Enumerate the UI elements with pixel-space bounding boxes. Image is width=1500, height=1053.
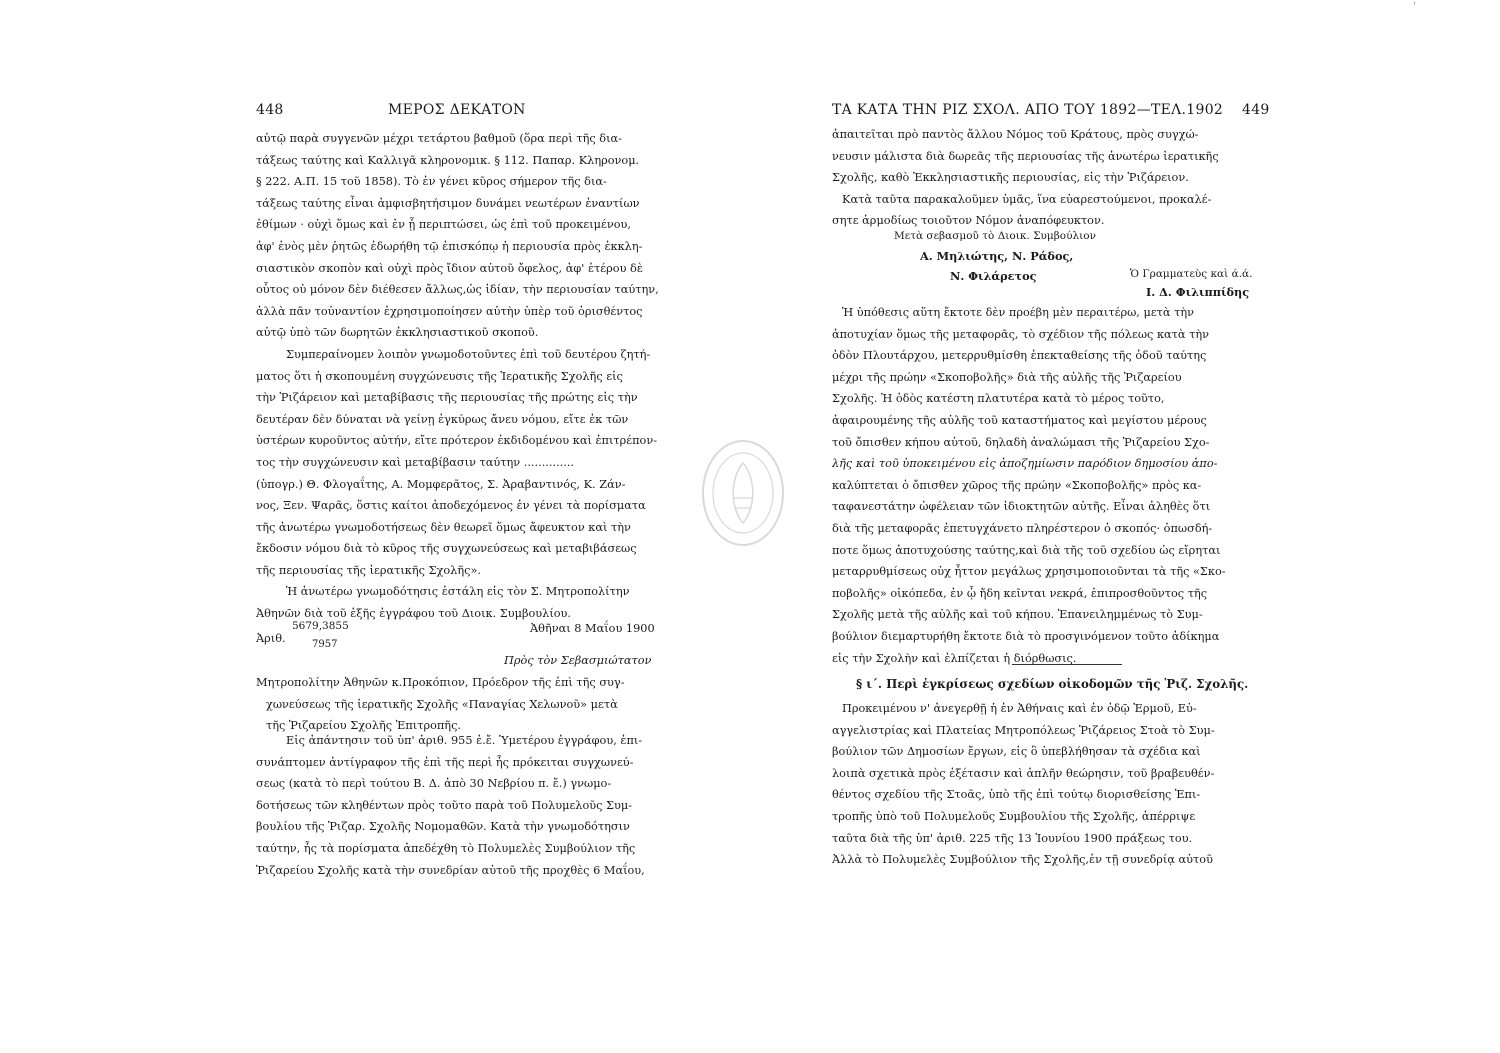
addressee [256,672,688,737]
text-line: μεταρρυθμίσεως οὐχ ἧττον μεγάλως χρησιμοποιοῦνται τὰ τῆς «Σκο- [832,565,1226,579]
text-line: Συμπεραίνομεν λοιπὸν γνωμοδοτοῦντες ἐπὶ τοῦ δευτέρου ζητή- [286,347,651,361]
text-line: ταύτην, ἧς τὰ πορίσματα ἀπεδέχθη τὸ Πολυμελὲς Συμβούλιον τῆς [256,841,636,855]
section-heading: § ι΄. Περὶ ἐγκρίσεως σχεδίων οἰκοδομῶν τῆς Ῥιζ. Σχολῆς. [856,677,1249,691]
text-line: ἔκδοσιν νόμου διὰ τὸ κῦρος τῆς συγχωνεύσεως καὶ μεταβιβάσεως [256,542,637,556]
library-seal-icon [700,438,786,548]
salutation: Πρὸς τὸν Σεβασμιώτατον [504,654,652,667]
text-line: αγγελιστρίας καὶ Πλατείας Μητροπόλεως Ῥιζάρειος Στοὰ τὸ Συμ- [832,723,1215,737]
text-line: τροπῆς ὑπὸ τοῦ Πολυμελοῦς Συμβουλίου τῆς Σχολῆς, ἀπέρριψε [832,809,1196,823]
signoff: Μετὰ σεβασμοῦ τὸ Διοικ. Συμβούλιον [894,230,1096,242]
text-line: βούλιον διεμαρτυρήθη ἔκτοτε διὰ τὸ προσγινόμενον τοῦτο ἀδίκημα [832,629,1220,643]
text-line: δοτήσεως τῶν κληθέντων πρὸς τοῦτο παρὰ τοῦ Πολυμελοῦς Συμ- [256,798,633,812]
text-line: θέντος σχεδίου τῆς Στοᾶς, ὑπὸ τῆς ἐπὶ τούτῳ διορισθείσης Ἐπι- [832,788,1201,802]
text-line: τῆς ἀνωτέρω γνωμοδοτήσεως δὲν θεωρεῖ ὅμως ἄφευκτον καὶ τὴν [256,520,631,534]
text-line: συνάπτομεν ἀντίγραφον τῆς ἐπὶ τῆς περὶ ἧς πρόκειται συγχωνεύ- [256,755,634,769]
text-line: ἀφαιρουμένης τῆς αὐλῆς τοῦ καταστήματος καὶ μεγίστου μέρους [832,413,1207,427]
text-line: τάξεως ταύτης καὶ Καλλιγᾶ κληρονομικ. § 112. Παπαρ. Κληρονομ. [256,153,640,167]
text-line: βουλίου τῆς Ῥιζαρ. Σχολῆς Νομομαθῶν. Κατὰ τὴν γνωμοδότησιν [256,820,630,834]
left-page-number: 448 [256,102,284,118]
text-line: ἀφ' ἑνὸς μὲν ῥητῶς ἐδωρήθη τῷ ἐπισκόπῳ ἡ περιουσία πρὸς ἐκκλη- [256,239,643,253]
text-line: τοῦ ὄπισθεν κήπου αὐτοῦ, δηλαδὴ ἀναλώμασι τῆς Ῥιζαρείου Σχο- [832,435,1210,449]
text-line: ταφανεστάτην ὠφέλειαν τῶν ἰδιοκτητῶν αὐτῆς. Εἶναι ἀληθὲς ὅτι [832,500,1211,514]
text-line: Σχολῆς, καθὸ Ἐκκλησιαστικῆς περιουσίας, εἰς τὴν Ῥιζάρειον. [832,171,1189,185]
letter-body [256,730,688,881]
text-line: λοιπὰ σχετικὰ πρὸς ἐξέτασιν καὶ ἁπλῆν θεώρησιν, τοῦ βραβευθέν- [832,766,1215,780]
text-line: δευτέραν δὲν δύναται νὰ γείνῃ ἐγκύρως ἄνευ νόμου, εἴτε ἐκ τῶν [256,412,629,426]
text-line: ταῦτα διὰ τῆς ὑπ' ἀριθ. 225 τῆς 13 Ἰουνίου 1900 πράξεως του. [832,831,1193,845]
text-line: αὐτῷ παρὰ συγγενῶν μέχρι τετάρτου βαθμοῦ (ὅρα περὶ τῆς δια- [256,132,622,145]
signatories: Ν. Φιλάρετος [950,269,1037,283]
text-line: ὑστέρων κυροῦντος αὐτήν, εἴτε πρότερον ἐκδιδομένου καὶ ἐπιτρέπον- [256,434,658,448]
text-line: ἀποτυχίαν ὅμως τῆς μεταφορᾶς, τὸ σχέδιον τῆς πόλεως κατὰ τὴν [832,327,1209,341]
text-line: Μητροπολίτην Ἀθηνῶν κ.Προκόπιον, Πρόεδρον τῆς ἐπὶ τῆς συγ- [256,676,625,689]
text-line: οὗτος οὐ μόνον δὲν διέθεσεν ἄλλως,ὡς ἰδίαν, τὴν περιουσίαν ταύτην, [256,283,659,297]
section-divider [1012,664,1122,665]
text-line: ποβολῆς» οἰκόπεδα, ἐν ᾧ ἤδη κεῖνται νεκρά, ἐπιπροσθοῦντος τῆς [832,586,1208,600]
text-line: (ὑπογρ.) Θ. Φλογαΐτης, Α. Μομφερᾶτος, Σ. Ἀραβαντινός, Κ. Ζάν- [256,477,626,491]
text-line: Εἰς ἀπάντησιν τοῦ ὑπ' ἀριθ. 955 ἐ.ἔ. Ὑμετέρου ἐγγράφου, ἐπι- [286,734,643,747]
text-line: τῆς Ῥιζαρείου Σχολῆς Ἐπιτροπῆς. [266,719,461,733]
text-line: μέχρι τῆς πρώην «Σκοποβολῆς» διὰ τῆς αὐλῆς τῆς Ῥιζαρείου [832,370,1182,384]
text-line: νος, Ξεν. Ψαρᾶς, ὅστις καίτοι ἀποδεχόμενος ἐν γένει τὰ πορίσματα [256,499,646,513]
text-line: Ἡ ὑπόθεσις αὕτη ἔκτοτε δὲν προέβη μὲν περαιτέρω, μετὰ τὴν [842,306,1195,319]
text-line: νευσιν μάλιστα διὰ δωρεᾶς τῆς περιουσίας τῆς ἀνωτέρω ἱερατικῆς [832,149,1219,163]
ref-sub: 7957 [312,639,338,650]
left-body [256,128,688,625]
text-line: ἀπαιτεῖται πρὸ παντὸς ἄλλου Νόμος τοῦ Κράτους, πρὸς συγχώ- [832,128,1199,141]
text-line: Ἡ ἀνωτέρω γνωμοδότησις ἐστάλη εἰς τὸν Σ. Μητροπολίτην [286,585,630,599]
text-line: § 222. Α.Π. 15 τοῦ 1858). Τὸ ἐν γένει κῦρος σήμερον τῆς δια- [256,175,607,189]
text-line: Σχολῆς. Ἡ ὁδὸς κατέστη πλατυτέρα κατὰ τὸ μέρος τοῦτο, [832,392,1165,406]
text-line: βούλιον τῶν Δημοσίων ἔργων, εἰς ὃ ὑπεβλήθησαν τὰ σχέδια καὶ [832,745,1201,759]
text-line: Σχολῆς μετὰ τῆς αὐλῆς καὶ τοῦ κήπου. Ἐπανειλημμένως τὸ Συμ- [832,608,1203,622]
text-line: ὁδὸν Πλουτάρχου, μετερρυθμίσθη ἐπεκταθείσης τῆς ὁδοῦ ταύτης [832,349,1207,363]
text-line: σητε ἁρμοδίως τοιοῦτον Νόμον ἀναπόφευκτον. [832,214,1105,228]
text-line: ἀλλὰ πᾶν τοὐναντίον ἐχρησιμοποίησεν αὐτὴν ὑπὲρ τοῦ ὁρισθέντος [256,304,643,318]
text-line: τάξεως ταύτης εἶναι ἀμφισβητήσιμον δυνάμει νεωτέρων ἐναντίων [256,196,640,210]
signatories: Α. Μηλιώτης, Ν. Ράδος, [920,249,1074,263]
text-line: καλύπτεται ὁ ὄπισθεν χῶρος τῆς πρώην «Σκοποβολῆς» πρὸς κα- [832,478,1202,492]
text-line: ματος ὅτι ἡ σκοπουμένη συγχώνευσις τῆς Ἱερατικῆς Σχολῆς εἰς [256,369,623,383]
text-line: τῆς περιουσίας τῆς ἱερατικῆς Σχολῆς». [256,563,481,577]
secretary-label: Ὁ Γραμματεὺς καὶ ά.ά. [1130,268,1253,280]
right-opening [832,124,1272,232]
section-body [832,698,1272,871]
right-page-number: 449 [1242,102,1270,118]
text-line: διὰ τῆς μεταφορᾶς ἐπετυγχάνετο πληρέστερον ὁ σκοπός· ὁπωσδή- [832,521,1213,535]
text-line: Προκειμένου ν' ἀνεγερθῇ ἡ ἐν Ἀθήναις καὶ ἐν ὁδῷ Ἑρμοῦ, Εὐ- [842,702,1197,715]
left-running-head: ΜΕΡΟΣ ΔΕΚΑΤΟΝ [388,102,526,118]
text-line: αὐτῷ ὑπὸ τῶν δωρητῶν ἐκκλησιαστικοῦ σκοποῦ. [256,326,539,340]
text-line: τὴν Ῥιζάρειον καὶ μεταβίβασις τῆς περιουσίας τῆς πρώτης εἰς τὴν [256,391,638,405]
text-line: λῆς καὶ τοῦ ὑποκειμένου εἰς ἀποζημίωσιν παρόδιον δημοσίου ἀπο- [832,457,1218,471]
right-paragraph [832,302,1272,669]
text-line: Ῥιζαρείου Σχολῆς κατὰ τὴν συνεδρίαν αὐτοῦ τῆς προχθὲς 6 Μαΐου, [256,863,645,877]
text-line: τος τὴν συγχώνευσιν καὶ μεταβίβασιν ταύτην .............. [256,455,575,469]
text-line: σεως (κατὰ τὸ περὶ τούτου Β. Δ. ἀπὸ 30 Νεβρίου π. ἔ.) γνωμο- [256,777,612,791]
ref-label: Ἀριθ. [256,632,286,645]
text-line: σιαστικὸν σκοπὸν καὶ οὐχὶ πρὸς ἴδιον αὐτοῦ ὄφελος, ἀφ' ἑτέρου δὲ [256,261,643,275]
text-line: ποτε ὅμως ἀποτυχούσης ταύτης,καὶ διὰ τῆς τοῦ σχεδίου ὡς εἴρηται [832,543,1221,557]
corner-mark: ˈ [1413,2,1416,13]
right-running-head: ΤΑ ΚΑΤΑ ΤΗΝ ΡΙΖ ΣΧΟΛ. ΑΠΟ ΤΟΥ 1892—ΤΕΛ.1902 [832,102,1224,118]
secretary-name: Ι. Δ. Φιλιππίδης [1146,285,1250,299]
text-line: ἐθίμων · οὐχὶ ὅμως καὶ ἐν ᾗ περιπτώσει, ὡς ἐπὶ τοῦ προκειμένου, [256,218,631,232]
ref-number: 5679,3855 [292,620,349,632]
letter-date: Ἀθῆναι 8 Μαΐου 1900 [530,622,655,635]
text-line: εἰς τὴν Σχολὴν καὶ ἐλπίζεται ἡ διόρθωσις. [832,651,1077,665]
text-line: Ἀθηνῶν διὰ τοῦ ἑξῆς ἐγγράφου τοῦ Διοικ. Συμβουλίου. [256,607,572,621]
text-line: Ἀλλὰ τὸ Πολυμελὲς Συμβούλιον τῆς Σχολῆς,ἐν τῇ συνεδρίᾳ αὐτοῦ [832,853,1213,867]
text-line: Κατὰ ταῦτα παρακαλοῦμεν ὑμᾶς, ἵνα εὐαρεστούμενοι, προκαλέ- [842,192,1212,206]
text-line: χωνεύσεως τῆς ἱερατικῆς Σχολῆς «Παναγίας Χελωνοῦ» μετὰ [266,697,618,711]
